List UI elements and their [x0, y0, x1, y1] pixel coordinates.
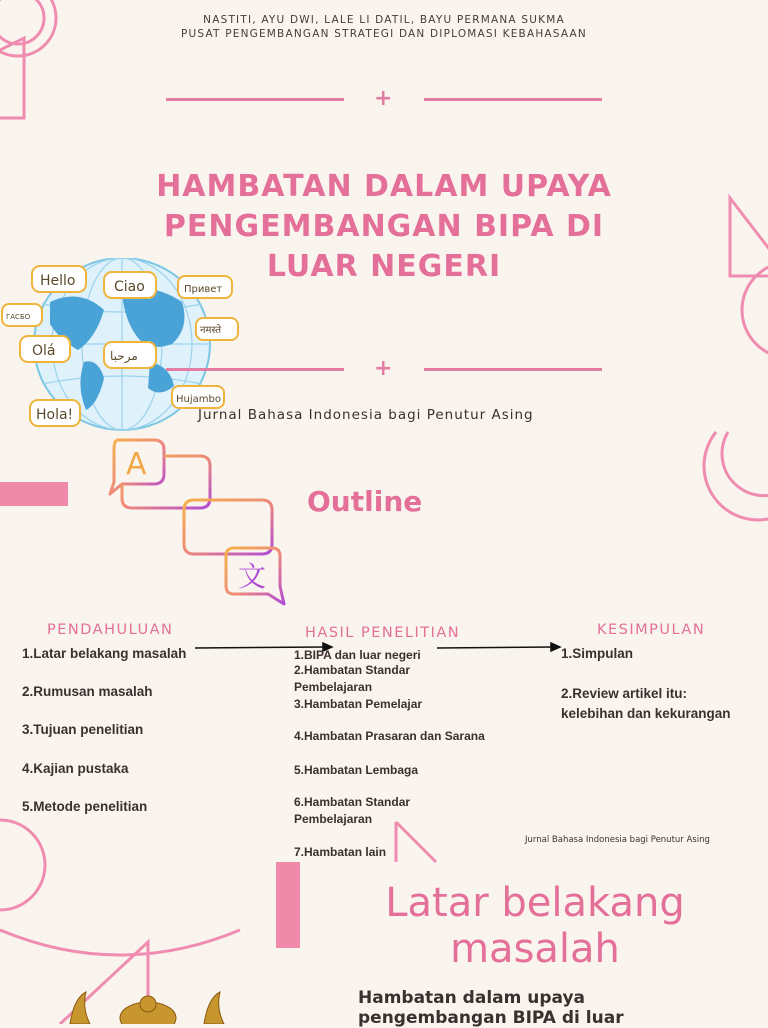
col2-item: 5.Hambatan Lembaga [294, 763, 419, 777]
bubble-privet-text: Привет [184, 284, 223, 295]
bubble-marhaba-text: مرحبا [110, 349, 138, 363]
bubble-namaste-text: नमस्ते [200, 325, 222, 336]
bubble-hujambo-text: Hujambo [176, 394, 221, 405]
plus-icon: + [374, 86, 393, 111]
col2-item: 2.Hambatan Standar Pembelajaran [294, 663, 411, 694]
bubble-ciao-text: Ciao [114, 279, 145, 295]
page-title: HAMBATAN DALAM UPAYA PENGEMBANGAN BIPA DI LUAR NEGERI [156, 169, 612, 284]
authors: NASTITI, AYU DWI, LALE LI DATIL, BAYU PERMANA SUKMA [203, 14, 565, 26]
accent-bar-bottom [276, 862, 300, 948]
col1-item: 3.Tujuan penelitian [22, 722, 144, 737]
col1-item: 5.Metode penelitian [22, 799, 148, 814]
outline-heading: Outline [307, 485, 423, 518]
col2-item: 1.BIPA dan luar negeri [294, 648, 421, 662]
deco-circle-bottom-left [0, 820, 45, 910]
plus-icon-mid: + [374, 356, 393, 381]
col1-item: 1.Latar belakang masalah [22, 646, 187, 661]
bubble-ola-text: Olá [32, 343, 56, 359]
section-title: Latar belakang masalah [385, 880, 685, 972]
col1-item: 4.Kajian pustaka [22, 761, 129, 776]
journal-footnote: Jurnal Bahasa Indonesia bagi Penutur Asing [525, 835, 710, 845]
bubble-hola-text: Hola! [36, 407, 74, 423]
garuda-emblem [60, 988, 236, 1024]
journal-name: Jurnal Bahasa Indonesia bagi Penutur Asing [198, 407, 534, 423]
bubble-hello-text: Hello [40, 273, 76, 289]
col2-item: 4.Hambatan Prasaran dan Sarana [294, 729, 485, 743]
col3-item: 1.Simpulan [561, 646, 634, 661]
svg-text:A: A [126, 447, 147, 482]
deco-curve-bottom [0, 930, 240, 955]
bubble-other-text: ГАСБО [6, 313, 31, 321]
col-kesimpulan-title: KESIMPULAN [597, 622, 706, 638]
col-pendahuluan-title: PENDAHULUAN [47, 622, 174, 638]
col2-item: 6.Hambatan Standar Pembelajaran [294, 795, 411, 826]
section-subtitle: Hambatan dalam upaya pengembangan BIPA di luar [358, 988, 624, 1028]
col2-item: 7.Hambatan lain [294, 845, 387, 859]
col-hasil-title: HASIL PENELITIAN [305, 625, 461, 641]
institution: PUSAT PENGEMBANGAN STRATEGI DAN DIPLOMASI KEBAHASAAN [181, 28, 587, 40]
svg-text:文: 文 [238, 560, 267, 593]
col1-item: 2.Rumusan masalah [22, 684, 153, 699]
col3-item: 2.Review artikel itu: kelebihan dan kekurangan [561, 686, 731, 721]
col2-item: 3.Hambatan Pemelajar [294, 697, 423, 711]
